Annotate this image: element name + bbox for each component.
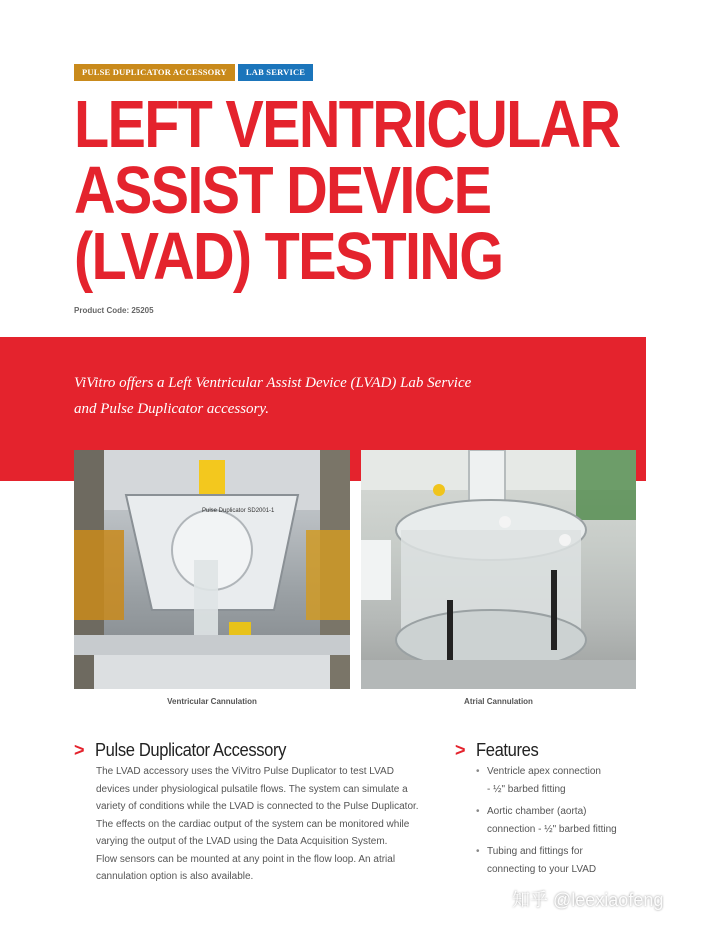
feature-item	[476, 803, 676, 838]
title-line-2: ASSIST DEVICE	[74, 153, 491, 228]
watermark: 知乎 @leexiaofeng	[512, 890, 664, 910]
accessory-line: varying the output of the LVAD using the Data Acquisition System.	[96, 836, 388, 847]
feature-item	[476, 843, 676, 878]
intro-text	[74, 370, 594, 422]
feature-item	[476, 763, 676, 798]
accessory-line: Flow sensors can be mounted at any point in the flow loop. An atrial	[96, 853, 396, 865]
apparatus-label: Pulse Duplicator SD2001-1	[202, 508, 275, 514]
feature-line: • Ventricle apex connection	[487, 766, 601, 777]
atrial-apparatus-illustration	[361, 450, 636, 689]
features-heading-text: Features	[475, 740, 538, 760]
chevron-right-icon: >	[74, 740, 85, 760]
feature-line: • Tubing and fittings for	[487, 846, 583, 857]
atrial-cannulation-photo	[361, 450, 636, 689]
accessory-line: cannulation option is also available.	[96, 871, 254, 882]
accessory-description	[96, 763, 442, 886]
accessory-line: The LVAD accessory uses the ViVitro Pulse Duplicator to test LVAD	[96, 766, 394, 777]
title-line-3: (LVAD) TESTING	[74, 219, 503, 294]
page-title	[74, 87, 620, 294]
feature-line: connection - ½" barbed fitting	[487, 823, 617, 835]
atrial-cannulation-caption: Atrial Cannulation	[464, 697, 533, 706]
ventricular-cannulation-caption: Ventricular Cannulation	[167, 697, 257, 706]
feature-line: connecting to your LVAD	[487, 863, 597, 875]
ventricular-cannulation-photo	[74, 450, 350, 689]
chevron-right-icon: >	[455, 740, 466, 760]
accessory-line: variety of conditions while the LVAD is connected to the Pulse Duplicator.	[96, 801, 419, 812]
feature-line: • Aortic chamber (aorta)	[487, 806, 587, 817]
ventricular-apparatus-illustration	[74, 450, 350, 689]
accessory-heading-text: Pulse Duplicator Accessory	[94, 740, 286, 760]
feature-line: - ½" barbed fitting	[487, 783, 566, 795]
accessory-section-heading	[74, 740, 302, 760]
category-tags	[74, 64, 313, 81]
features-list	[476, 763, 676, 883]
tag-lab-service: LAB SERVICE	[238, 64, 313, 81]
accessory-line: The effects on the cardiac output of the system can be monitored while	[96, 818, 410, 830]
features-section-heading	[455, 740, 543, 760]
title-line-1: LEFT VENTRICULAR	[74, 87, 620, 162]
intro-line-2: and Pulse Duplicator accessory.	[74, 401, 269, 417]
tag-pulse-duplicator-accessory: PULSE DUPLICATOR ACCESSORY	[74, 64, 235, 81]
intro-line-1: ViVitro offers a Left Ventricular Assist Device (LVAD) Lab Service	[74, 375, 472, 391]
product-code: Product Code: 25205	[74, 306, 154, 315]
accessory-line: devices under physiological pulsatile flows. The system can simulate a	[96, 783, 408, 795]
